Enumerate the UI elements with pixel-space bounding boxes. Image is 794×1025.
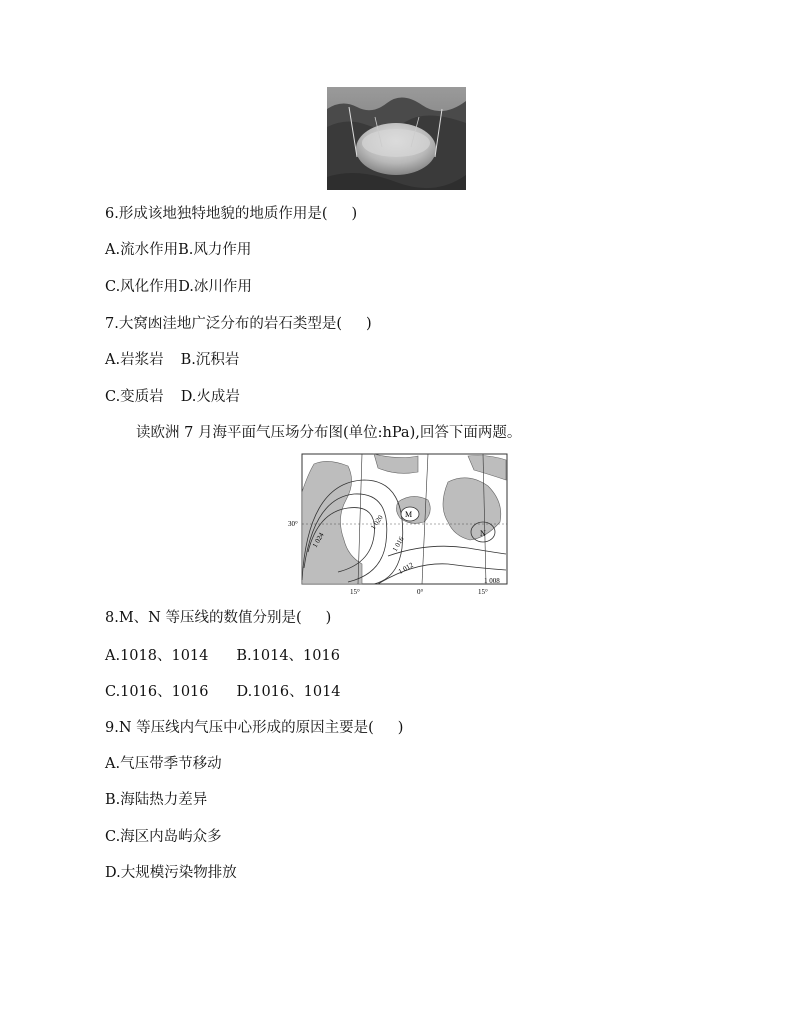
option-c: C.1016、1016 bbox=[105, 684, 209, 700]
question-9-option-d: D.大规模污染物排放 bbox=[105, 865, 237, 881]
question-9-stem: 9.N 等压线内气压中心形成的原因主要是( ) bbox=[105, 720, 404, 736]
question-8-options-cd bbox=[105, 682, 341, 702]
longitude-label-0: 0° bbox=[417, 588, 424, 596]
question-8-options-ab bbox=[105, 646, 340, 666]
option-c: C.风化作用 bbox=[105, 279, 179, 295]
option-a: A.流水作用 bbox=[105, 242, 179, 258]
label-m: M bbox=[405, 510, 413, 519]
option-a: A.1018、1014 bbox=[105, 648, 209, 664]
question-9-option-a: A.气压带季节移动 bbox=[105, 756, 222, 772]
label-n: N bbox=[480, 529, 486, 538]
question-6-options-ab bbox=[105, 240, 251, 260]
option-d: D.火成岩 bbox=[180, 389, 240, 405]
question-7-stem: 7.大窝凼洼地广泛分布的岩石类型是( ) bbox=[105, 316, 372, 332]
option-c: C.变质岩 bbox=[105, 389, 164, 405]
option-b: B.风力作用 bbox=[178, 242, 252, 258]
question-7-options-ab bbox=[105, 350, 239, 370]
isobar-label-1012: 1 012 bbox=[397, 560, 415, 576]
europe-pressure-map bbox=[278, 452, 514, 598]
option-d: D.1016、1014 bbox=[236, 684, 341, 700]
question-8-stem: 8.M、N 等压线的数值分别是( ) bbox=[105, 610, 332, 626]
question-6-options-cd bbox=[105, 277, 252, 297]
option-d: D.冰川作用 bbox=[178, 279, 252, 295]
option-b: B.沉积岩 bbox=[180, 352, 240, 368]
question-9-option-b: B.海陆热力差异 bbox=[105, 792, 208, 808]
longitude-label-15w: 15° bbox=[350, 588, 360, 596]
option-b: B.1014、1016 bbox=[236, 648, 340, 664]
isobar-label-1016: 1 016 bbox=[390, 535, 406, 553]
question-6-stem: 6.形成该地独特地貌的地质作用是( ) bbox=[105, 206, 358, 222]
isobar-label-1024: 1 024 bbox=[310, 531, 326, 549]
isobar-label-1020: 1 020 bbox=[369, 513, 385, 532]
isobar-label-1008: 1 008 bbox=[484, 577, 500, 585]
reading-intro: 读欧洲 7 月海平面气压场分布图(单位:hPa),回答下面两题。 bbox=[136, 425, 522, 441]
option-a: A.岩浆岩 bbox=[105, 352, 164, 368]
question-9-option-c: C.海区内岛屿众多 bbox=[105, 829, 222, 845]
latitude-label: 30° bbox=[288, 520, 298, 528]
radio-telescope-photo bbox=[327, 87, 466, 190]
question-7-options-cd bbox=[105, 387, 240, 407]
longitude-label-15e: 15° bbox=[478, 588, 488, 596]
